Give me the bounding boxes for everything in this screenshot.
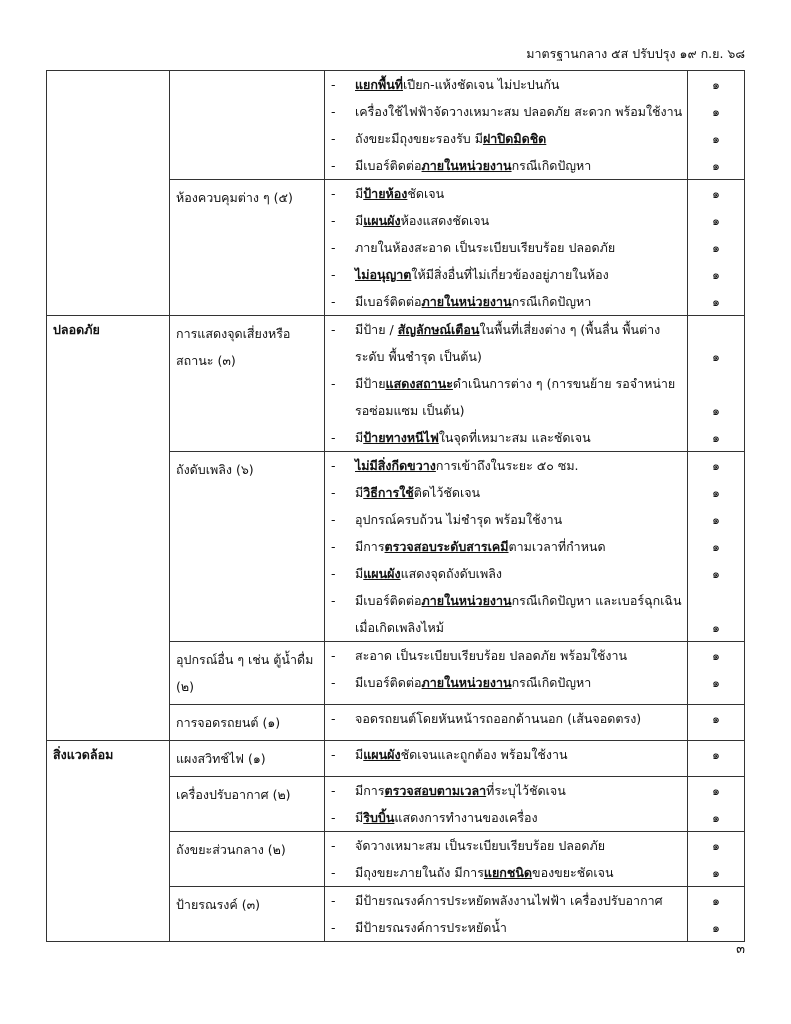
table-row [47, 316, 745, 452]
criteria-text-part: มีป้ายรณรงค์การประหยัดน้ำ [355, 920, 507, 935]
criteria-text-part: มีป้าย [355, 376, 386, 391]
subsection-cell [170, 705, 325, 741]
emphasis-text: ป้ายทางหนีไฟ [363, 430, 439, 445]
emphasis-text: ฝาปิดมิดชิด [482, 131, 547, 146]
criteria-cell [325, 887, 688, 942]
bullet-dash: - [331, 810, 336, 825]
bullet-dash: - [331, 838, 336, 853]
criteria-text [355, 261, 687, 288]
criteria-text [355, 424, 687, 451]
bullet-dash: - [331, 322, 336, 337]
criteria-text-part: ถังขยะมีถุงขยะรองรับ มี [355, 131, 483, 146]
score-value: ๑ [712, 810, 720, 825]
subsection-cell [170, 777, 325, 832]
bullet-dash: - [331, 593, 336, 608]
score-value: ๑ [712, 186, 720, 201]
criteria-text-part: กรณีเกิดปัญหา [511, 675, 592, 690]
bullet-dash: - [331, 539, 336, 554]
score-cell [688, 887, 745, 942]
criteria-text [355, 234, 687, 261]
criteria-text-part: แสดงจุดถังดับเพลิง [400, 566, 502, 581]
criteria-text-part: การเข้าถึงในระยะ ๕๐ ซม. [435, 458, 579, 473]
criteria-item [325, 234, 687, 261]
criteria-text-part: มีเบอร์ติดต่อ [355, 675, 422, 690]
criteria-item [325, 741, 687, 768]
emphasis-text: สัญลักษณ์เตือน [397, 322, 480, 337]
subsection-cell [170, 887, 325, 942]
score-value: ๑ [712, 783, 720, 798]
criteria-text-part: มีถุงขยะภายในถัง มีการ [355, 865, 484, 880]
score-value: ๑ [712, 893, 720, 908]
subsection-label: ถังขยะส่วนกลาง (๒) [176, 842, 286, 857]
score-value: ๑ [712, 865, 720, 880]
criteria-text-part: มี [355, 430, 364, 445]
score-cell [688, 741, 745, 777]
criteria-text [355, 533, 687, 560]
criteria-cell [325, 316, 688, 452]
bullet-dash: - [331, 376, 336, 391]
score-value: ๑ [712, 158, 720, 173]
bullet-dash: - [331, 213, 336, 228]
criteria-text-part: มี [355, 810, 364, 825]
criteria-item [325, 506, 687, 533]
criteria-item [325, 560, 687, 587]
criteria-text [355, 152, 687, 179]
subsection-cell [170, 642, 325, 705]
emphasis-text: ภายในหน่วยงาน [421, 158, 512, 173]
emphasis-text: ภายในหน่วยงาน [421, 593, 512, 608]
bullet-dash: - [331, 240, 336, 255]
criteria-cell [325, 71, 688, 180]
bullet-dash: - [331, 865, 336, 880]
bullet-dash: - [331, 186, 336, 201]
subsection-label: ป้ายรณรงค์ (๓) [176, 897, 261, 912]
emphasis-text: ภายในหน่วยงาน [421, 675, 512, 690]
bullet-dash: - [331, 485, 336, 500]
subsection-cell [170, 71, 325, 180]
criteria-text [355, 560, 687, 587]
bullet-dash: - [331, 512, 336, 527]
criteria-item [325, 125, 687, 152]
criteria-item [325, 71, 687, 98]
criteria-text-part: มี [355, 186, 364, 201]
criteria-text-part: ดำเนินการต่าง ๆ (การขนย้าย รอจำหน่าย รอซ่อมแซม เป็นต้น) [355, 376, 676, 418]
subsection-label: แผงสวิทช์ไฟ (๑) [176, 751, 266, 766]
emphasis-text: ป้ายห้อง [363, 186, 408, 201]
criteria-text-part: ติดไว้ชัดเจน [413, 485, 481, 500]
score-value: ๑ [712, 403, 720, 418]
criteria-text-part: มีป้ายรณรงค์การประหยัดพลังงานไฟฟ้า เครื่องปรับอากาศ [355, 893, 663, 908]
subsection-label: การแสดงจุดเสี่ยงหรือสถานะ (๓) [176, 326, 291, 368]
score-value: ๑ [712, 838, 720, 853]
score-value: ๑ [712, 675, 720, 690]
emphasis-text: ไม่อนุญาต [355, 267, 412, 282]
criteria-cell [325, 832, 688, 887]
criteria-text [355, 506, 687, 533]
page-number: ๓ [736, 942, 745, 957]
criteria-text [355, 288, 687, 315]
criteria-item [325, 914, 687, 941]
bullet-dash: - [331, 458, 336, 473]
criteria-text [355, 832, 687, 859]
score-cell [688, 832, 745, 887]
criteria-item [325, 98, 687, 125]
score-value: ๑ [712, 620, 720, 635]
criteria-cell [325, 642, 688, 705]
score-cell [688, 705, 745, 741]
criteria-item [325, 180, 687, 207]
document-header: มาตรฐานกลาง ๕ส ปรับปรุง ๑๙ ก.ย. ๖๘ [526, 46, 745, 61]
criteria-text-part: ชัดเจนและถูกต้อง พร้อมใช้งาน [400, 747, 568, 762]
criteria-text-part: ที่ระบุไว้ชัดเจน [486, 783, 566, 798]
subsection-cell [170, 316, 325, 452]
bullet-dash: - [331, 430, 336, 445]
criteria-item [325, 370, 687, 424]
criteria-text-part: มี [355, 566, 364, 581]
emphasis-text: ริบบิ้น [363, 810, 395, 825]
criteria-item [325, 207, 687, 234]
criteria-text-part: มี [355, 747, 364, 762]
criteria-text-part: กรณีเกิดปัญหา [511, 294, 592, 309]
bullet-dash: - [331, 783, 336, 798]
criteria-cell [325, 777, 688, 832]
bullet-dash: - [331, 131, 336, 146]
criteria-item [325, 533, 687, 560]
criteria-text [355, 777, 687, 804]
criteria-text [355, 125, 687, 152]
criteria-text [355, 479, 687, 506]
score-value: ๑ [712, 77, 720, 92]
criteria-item [325, 669, 687, 696]
subsection-cell [170, 452, 325, 642]
criteria-cell [325, 705, 688, 741]
score-value: ๑ [712, 240, 720, 255]
score-cell [688, 180, 745, 316]
criteria-text [355, 642, 687, 669]
category-cell [47, 71, 170, 316]
table-row [47, 71, 745, 180]
criteria-item [325, 587, 687, 641]
emphasis-text: แสดงสถานะ [385, 376, 453, 391]
criteria-text [355, 452, 687, 479]
criteria-text-part: มี [355, 485, 364, 500]
criteria-text-part: อุปกรณ์ครบถ้วน ไม่ชำรุด พร้อมใช้งาน [355, 512, 563, 527]
criteria-text [355, 316, 687, 370]
criteria-item [325, 777, 687, 804]
bullet-dash: - [331, 893, 336, 908]
emphasis-text: ตรวจสอบตามเวลา [384, 783, 487, 798]
criteria-text-part: ให้มีสิ่งอื่นที่ไม่เกี่ยวข้องอยู่ภายในห้อง [411, 267, 609, 282]
criteria-text [355, 859, 687, 886]
bullet-dash: - [331, 104, 336, 119]
score-value: ๑ [712, 485, 720, 500]
criteria-text [355, 887, 687, 914]
subsection-cell [170, 180, 325, 316]
standard-checklist-table [46, 70, 745, 942]
criteria-item [325, 705, 687, 732]
bullet-dash: - [331, 294, 336, 309]
criteria-cell [325, 180, 688, 316]
bullet-dash: - [331, 675, 336, 690]
score-value: ๑ [712, 131, 720, 146]
subsection-label: อุปกรณ์อื่น ๆ เช่น ตู้น้ำดื่ม (๒) [176, 652, 314, 694]
score-value: ๑ [712, 747, 720, 762]
emphasis-text: วิธีการใช้ [363, 485, 414, 500]
bullet-dash: - [331, 77, 336, 92]
score-cell [688, 452, 745, 642]
criteria-text-part: จอดรถยนต์โดยหันหน้ารถออกด้านนอก (เส้นจอดตรง) [355, 711, 642, 726]
category-label: ปลอดภัย [53, 322, 100, 337]
criteria-text-part: ในจุดที่เหมาะสม และชัดเจน [438, 430, 591, 445]
criteria-item [325, 288, 687, 315]
criteria-text-part: สะอาด เป็นระเบียบเรียบร้อย ปลอดภัย พร้อมใช้งาน [355, 648, 628, 663]
criteria-text-part: มีเบอร์ติดต่อ [355, 158, 422, 173]
criteria-text [355, 587, 687, 641]
criteria-text [355, 71, 687, 98]
criteria-text-part: ของขยะชัดเจน [532, 865, 614, 880]
category-label: สิ่งแวดล้อม [53, 747, 114, 762]
score-cell [688, 777, 745, 832]
bullet-dash: - [331, 267, 336, 282]
criteria-text-part: มีเบอร์ติดต่อ [355, 593, 422, 608]
score-value: ๑ [712, 539, 720, 554]
criteria-text [355, 98, 687, 125]
criteria-text [355, 804, 687, 831]
subsection-label: เครื่องปรับอากาศ (๒) [176, 787, 291, 802]
criteria-text [355, 914, 687, 941]
criteria-text-part: กรณีเกิดปัญหา [511, 158, 592, 173]
emphasis-text: แยกชนิด [483, 865, 533, 880]
criteria-text-part: เปียก-แห้งชัดเจน ไม่ปะปนกัน [402, 77, 560, 92]
criteria-text-part: ตามเวลาที่กำหนด [508, 539, 606, 554]
score-value: ๑ [712, 104, 720, 119]
score-value: ๑ [712, 267, 720, 282]
score-value: ๑ [712, 213, 720, 228]
category-cell [47, 316, 170, 741]
criteria-cell [325, 741, 688, 777]
criteria-item [325, 479, 687, 506]
criteria-text-part: ชัดเจน [407, 186, 445, 201]
score-value: ๑ [712, 294, 720, 309]
bullet-dash: - [331, 158, 336, 173]
emphasis-text: ไม่มีสิ่งกีดขวาง [355, 458, 436, 473]
score-value: ๑ [712, 566, 720, 581]
criteria-item [325, 261, 687, 288]
criteria-item [325, 887, 687, 914]
criteria-text [355, 705, 687, 732]
subsection-cell [170, 832, 325, 887]
criteria-text-part: มีการ [355, 783, 385, 798]
table-row [47, 741, 745, 777]
score-cell [688, 71, 745, 180]
emphasis-text: ตรวจสอบระดับสารเคมี [384, 539, 509, 554]
criteria-text-part: แสดงการทำงานของเครื่อง [394, 810, 538, 825]
category-cell [47, 741, 170, 942]
criteria-text-part: จัดวางเหมาะสม เป็นระเบียบเรียบร้อย ปลอดภัย [355, 838, 606, 853]
criteria-text [355, 669, 687, 696]
criteria-text-part: ในพื้นที่เสี่ยงต่าง ๆ (พื้นลื่น พื้นต่างระดับ พื้นชำรุด เป็นต้น) [355, 322, 661, 364]
emphasis-text: แยกพื้นที่ [355, 77, 403, 92]
score-value: ๑ [712, 458, 720, 473]
criteria-cell [325, 452, 688, 642]
score-value: ๑ [712, 920, 720, 935]
criteria-item [325, 642, 687, 669]
bullet-dash: - [331, 747, 336, 762]
criteria-item [325, 452, 687, 479]
criteria-text [355, 741, 687, 768]
score-value: ๑ [712, 349, 720, 364]
criteria-item [325, 316, 687, 370]
score-value: ๑ [712, 711, 720, 726]
criteria-item [325, 152, 687, 179]
emphasis-text: แผนผัง [363, 747, 401, 762]
criteria-text-part: มีป้าย / [355, 322, 398, 337]
score-cell [688, 316, 745, 452]
criteria-item [325, 804, 687, 831]
score-cell [688, 642, 745, 705]
criteria-item [325, 424, 687, 451]
bullet-dash: - [331, 920, 336, 935]
emphasis-text: แผนผัง [363, 213, 401, 228]
criteria-text [355, 180, 687, 207]
subsection-cell [170, 741, 325, 777]
subsection-label: การจอดรถยนต์ (๑) [176, 715, 281, 730]
criteria-text-part: มี [355, 213, 364, 228]
criteria-text-part: ห้องแสดงชัดเจน [400, 213, 490, 228]
bullet-dash: - [331, 711, 336, 726]
criteria-text-part: กรณีเกิดปัญหา และเบอร์ฉุกเฉินเมื่อเกิดเพลิงไหม้ [355, 593, 682, 635]
bullet-dash: - [331, 648, 336, 663]
emphasis-text: แผนผัง [363, 566, 401, 581]
subsection-label: ถังดับเพลิง (๖) [176, 462, 254, 477]
score-value: ๑ [712, 648, 720, 663]
criteria-text [355, 370, 687, 424]
criteria-item [325, 859, 687, 886]
criteria-text-part: มีเบอร์ติดต่อ [355, 294, 422, 309]
criteria-text-part: มีการ [355, 539, 385, 554]
criteria-text [355, 207, 687, 234]
criteria-item [325, 832, 687, 859]
subsection-label: ห้องควบคุมต่าง ๆ (๕) [176, 190, 293, 205]
emphasis-text: ภายในหน่วยงาน [421, 294, 512, 309]
bullet-dash: - [331, 566, 336, 581]
score-value: ๑ [712, 430, 720, 445]
score-value: ๑ [712, 512, 720, 527]
criteria-text-part: ภายในห้องสะอาด เป็นระเบียบเรียบร้อย ปลอดภัย [355, 240, 616, 255]
criteria-text-part: เครื่องใช้ไฟฟ้าจัดวางเหมาะสม ปลอดภัย สะดวก พร้อมใช้งาน [355, 104, 683, 119]
